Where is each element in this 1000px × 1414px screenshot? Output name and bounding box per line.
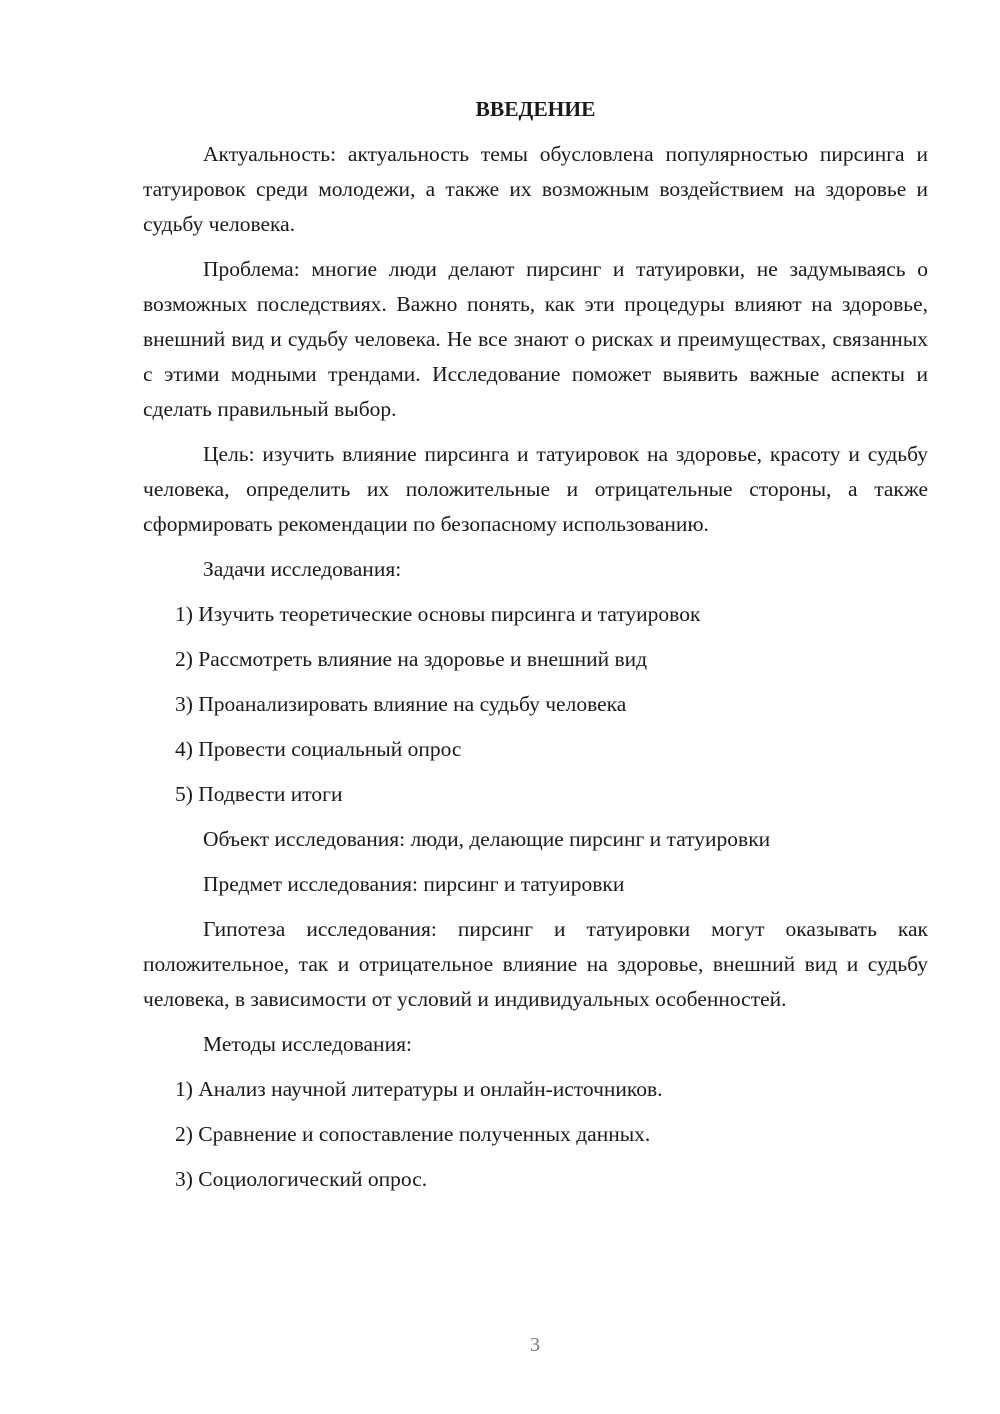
object-line: Объект исследования: люди, делающие пирсинг и татуировки <box>203 827 771 851</box>
goal-paragraph: Цель: изучить влияние пирсинга и татуировок на здоровье, красоту и судьбу человека, определить их положительные и отрицательные стороны, а также сформировать рекомендации по безопасному использованию. <box>143 442 928 536</box>
list-item: 5) Подвести итоги <box>175 782 343 806</box>
list-item: 1) Изучить теоретические основы пирсинга и татуировок <box>175 602 701 626</box>
list-item: 2) Сравнение и сопоставление полученных данных. <box>175 1122 651 1146</box>
methods-title: Методы исследования: <box>203 1032 412 1056</box>
list-item: 3) Проанализировать влияние на судьбу человека <box>175 692 627 716</box>
list-item: 2) Рассмотреть влияние на здоровье и внешний вид <box>175 647 648 671</box>
list-item: 1) Анализ научной литературы и онлайн-источников. <box>175 1077 663 1101</box>
subject-line: Предмет исследования: пирсинг и татуировки <box>203 872 625 896</box>
document-page <box>143 92 928 1207</box>
list-item: 4) Провести социальный опрос <box>175 737 462 761</box>
hypothesis-paragraph: Гипотеза исследования: пирсинг и татуировки могут оказывать как положительное, так и отрицательное влияние на здоровье, внешний вид и судьбу человека, в зависимости от условий и индивидуальных особенностей. <box>143 917 928 1011</box>
page-number: 3 <box>530 1334 540 1356</box>
section-heading: ВВЕДЕНИЕ <box>475 97 596 121</box>
methods-list <box>143 1072 928 1197</box>
tasks-title: Задачи исследования: <box>203 557 402 581</box>
problem-paragraph: Проблема: многие люди делают пирсинг и татуировки, не задумываясь о возможных последствиях. Важно понять, как эти процедуры влияют на здоровье, внешний вид и судьбу человека. Не все знают о рисках и преимуществах, связанных с этими модными трендами. Исследование поможет выявить важные аспекты и сделать правильный выбор. <box>143 257 928 421</box>
tasks-list <box>143 597 928 812</box>
relevance-paragraph: Актуальность: актуальность темы обусловлена популярностью пирсинга и татуировок среди молодежи, а также их возможным воздействием на здоровье и судьбу человека. <box>143 142 928 236</box>
list-item: 3) Социологический опрос. <box>175 1167 428 1191</box>
